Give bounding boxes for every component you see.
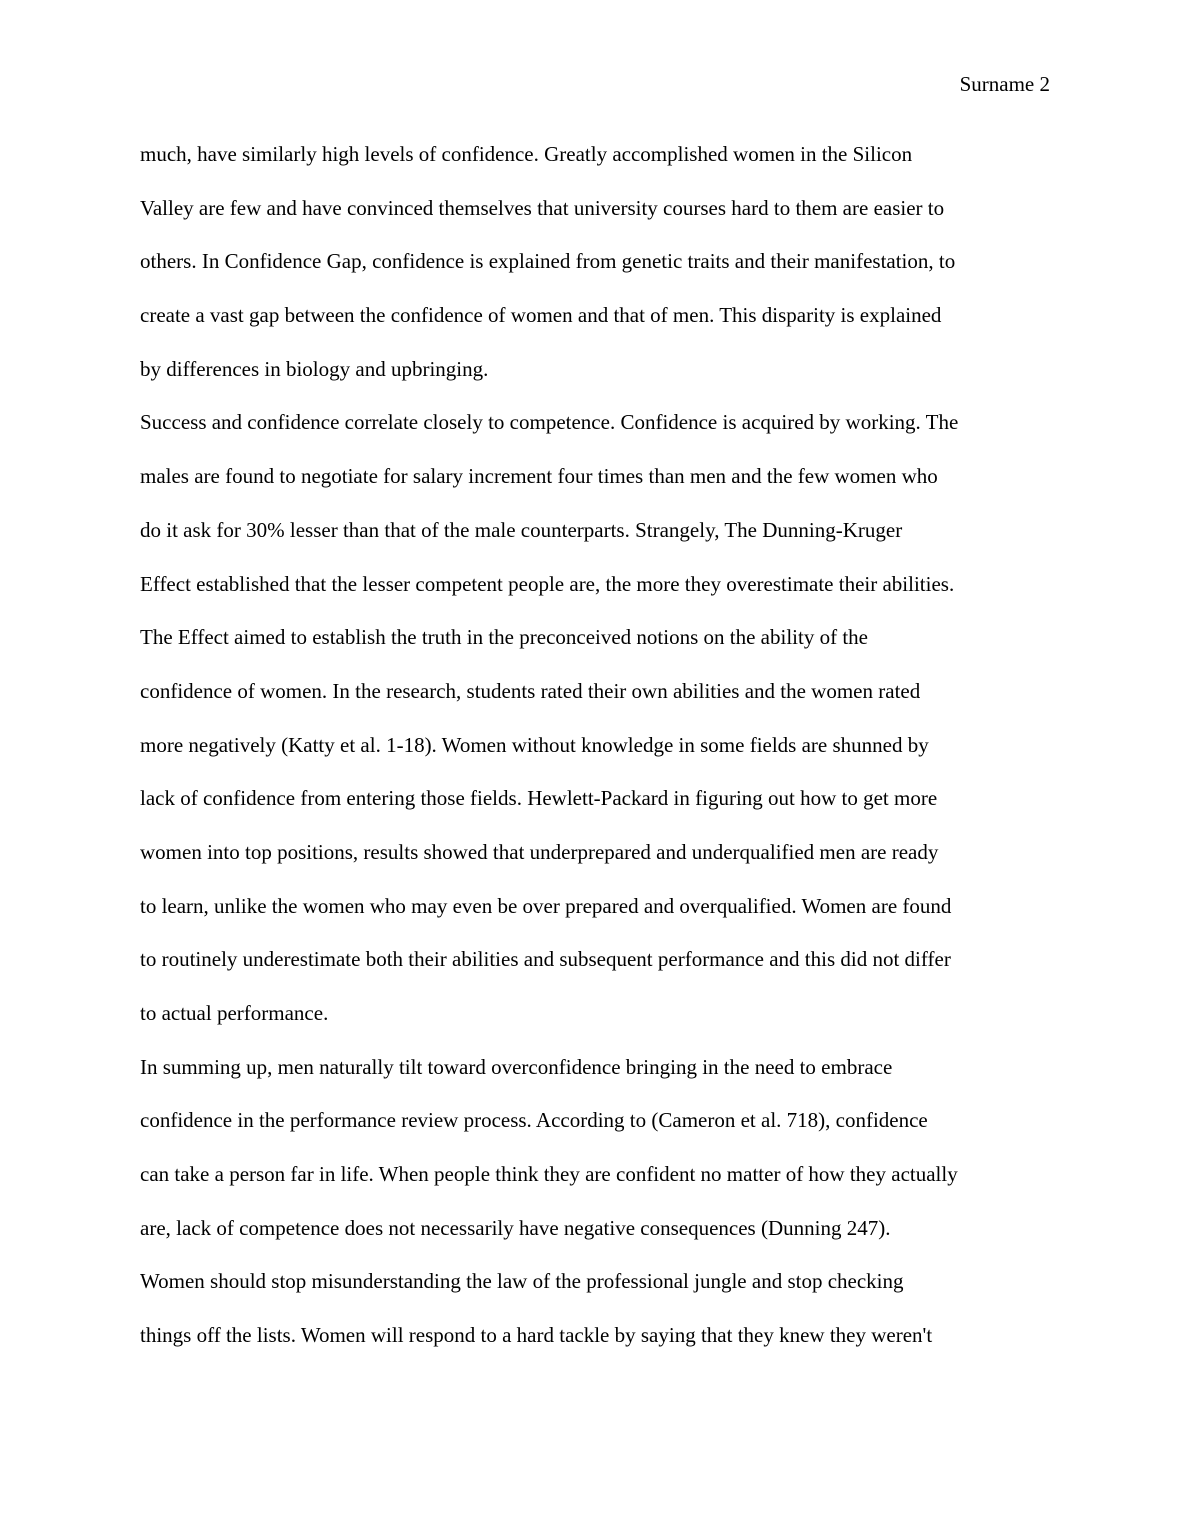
text-line: are, lack of competence does not necessarily have negative consequences (Dunning 247).: [140, 1215, 891, 1240]
text-line: confidence in the performance review process. According to (Cameron et al. 718), confidence: [140, 1108, 928, 1133]
text-line: create a vast gap between the confidence of women and that of men. This disparity is explained: [140, 303, 942, 328]
text-line: Valley are few and have convinced themselves that university courses hard to them are easier to: [140, 195, 945, 220]
text-line: The Effect aimed to establish the truth in the preconceived notions on the ability of the: [140, 625, 868, 650]
text-line: much, have similarly high levels of confidence. Greatly accomplished women in the Silicon: [140, 142, 913, 166]
text-line: others. In Confidence Gap, confidence is explained from genetic traits and their manifestation, to: [140, 249, 956, 274]
text-line: Effect established that the lesser competent people are, the more they overestimate their abilities.: [140, 571, 955, 596]
text-line: things off the lists. Women will respond to a hard tackle by saying that they knew they weren't: [140, 1323, 933, 1348]
text-line: do it ask for 30% lesser than that of the male counterparts. Strangely, The Dunning-Kruger: [140, 517, 903, 542]
running-head: Surname 2: [959, 72, 1050, 96]
text-line: Success and confidence correlate closely to competence. Confidence is acquired by working. The: [140, 410, 959, 435]
text-line: can take a person far in life. When people think they are confident no matter of how they actually: [140, 1162, 958, 1187]
text-line: males are found to negotiate for salary increment four times than men and the few women who: [140, 464, 938, 489]
text-line: to learn, unlike the women who may even be over prepared and overqualified. Women are found: [140, 893, 952, 918]
text-line: more negatively (Katty et al. 1-18). Women without knowledge in some fields are shunned by: [140, 732, 929, 757]
text-line: In summing up, men naturally tilt toward overconfidence bringing in the need to embrace: [140, 1054, 893, 1079]
text-line: to routinely underestimate both their abilities and subsequent performance and this did not differ: [140, 947, 951, 972]
body-text: [140, 140, 1055, 1375]
text-line: confidence of women. In the research, students rated their own abilities and the women rated: [140, 678, 921, 703]
text-line: by differences in biology and upbringing.: [140, 356, 489, 381]
text-line: lack of confidence from entering those fields. Hewlett-Packard in figuring out how to get more: [140, 786, 938, 811]
text-line: Women should stop misunderstanding the law of the professional jungle and stop checking: [140, 1269, 904, 1294]
text-line: women into top positions, results showed that underprepared and underqualified men are ready: [140, 839, 939, 864]
text-line: to actual performance.: [140, 1001, 329, 1025]
